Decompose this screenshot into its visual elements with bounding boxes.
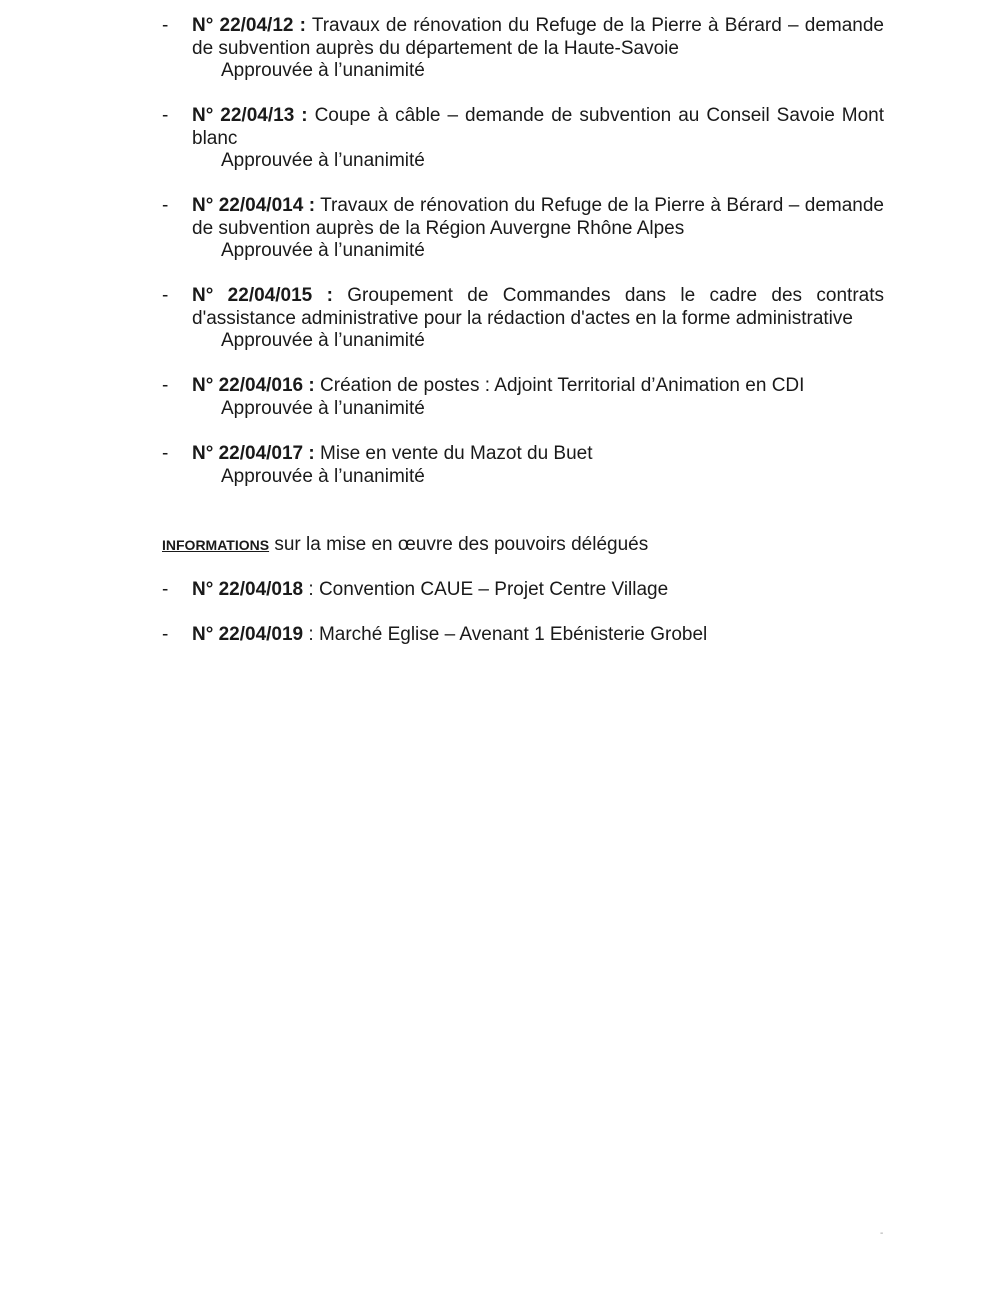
list-dash: - — [162, 624, 169, 645]
deliberation-status: Approuvée à l’unanimité — [221, 150, 425, 171]
deliberation-item — [162, 375, 884, 420]
deliberation-item — [162, 285, 884, 353]
deliberation-status: Approuvée à l’unanimité — [221, 397, 425, 419]
deliberation-text — [192, 285, 884, 330]
deliberation-number: N° 22/04/016 : — [192, 375, 315, 396]
deliberation-number: N° 22/04/13 : — [192, 105, 308, 126]
information-item — [162, 579, 884, 602]
information-number: N° 22/04/018 — [192, 579, 304, 600]
list-dash: - — [162, 105, 169, 126]
deliberation-status: Approuvée à l’unanimité — [221, 465, 425, 487]
deliberation-item — [162, 195, 884, 263]
list-dash: - — [162, 15, 169, 36]
deliberation-number: N° 22/04/014 : — [192, 195, 316, 216]
information-title: : Convention CAUE – Projet Centre Village — [303, 579, 669, 600]
list-dash: - — [162, 375, 169, 396]
deliberation-text — [192, 195, 884, 240]
deliberation-title: Mise en vente du Mazot du Buet — [320, 443, 593, 464]
deliberation-status: Approuvée à l’unanimité — [221, 240, 425, 261]
deliberation-title: Création de postes : Adjoint Territorial d’Animation en CDI — [320, 375, 805, 396]
list-dash: - — [162, 443, 169, 464]
list-dash: - — [162, 285, 169, 306]
information-text — [192, 624, 884, 647]
deliberation-number: N° 22/04/017 : — [192, 443, 315, 464]
deliberation-text — [192, 443, 884, 466]
deliberation-status: Approuvée à l’unanimité — [221, 60, 425, 81]
deliberation-title: Coupe à câble – demande de subvention au Conseil Savoie Mont blanc — [192, 105, 884, 149]
information-number: N° 22/04/019 — [192, 624, 304, 645]
informations-text: sur la mise en œuvre des pouvoirs délégués — [269, 534, 649, 555]
information-text — [192, 579, 884, 602]
deliberation-number: N° 22/04/12 : — [192, 15, 306, 36]
deliberation-title: Groupement de Commandes dans le cadre des contrats d'assistance administrative pour la rédaction d'actes en la forme administrative — [192, 285, 885, 329]
deliberation-text — [192, 105, 884, 150]
deliberation-status: Approuvée à l’unanimité — [221, 330, 425, 351]
deliberation-item — [162, 443, 884, 488]
informations-heading — [162, 534, 884, 557]
informations-label: INFORMATIONS — [162, 537, 270, 553]
list-dash: - — [162, 579, 169, 600]
deliberation-item — [162, 15, 884, 83]
deliberation-number: N° 22/04/015 : — [192, 285, 333, 306]
information-title: : Marché Eglise – Avenant 1 Ebénisterie Grobel — [303, 624, 708, 645]
information-item — [162, 624, 884, 647]
deliberation-title: Travaux de rénovation du Refuge de la Pierre à Bérard – demande de subvention auprès de la Région Auvergne Rhône Alpes — [192, 195, 884, 239]
list-dash: - — [162, 195, 169, 216]
page-mark: - — [880, 1228, 884, 1239]
deliberation-item — [162, 105, 884, 173]
deliberation-text — [192, 375, 884, 398]
deliberation-title: Travaux de rénovation du Refuge de la Pierre à Bérard – demande de subvention auprès du département de la Haute-Savoie — [192, 15, 884, 59]
deliberation-text — [192, 15, 884, 60]
